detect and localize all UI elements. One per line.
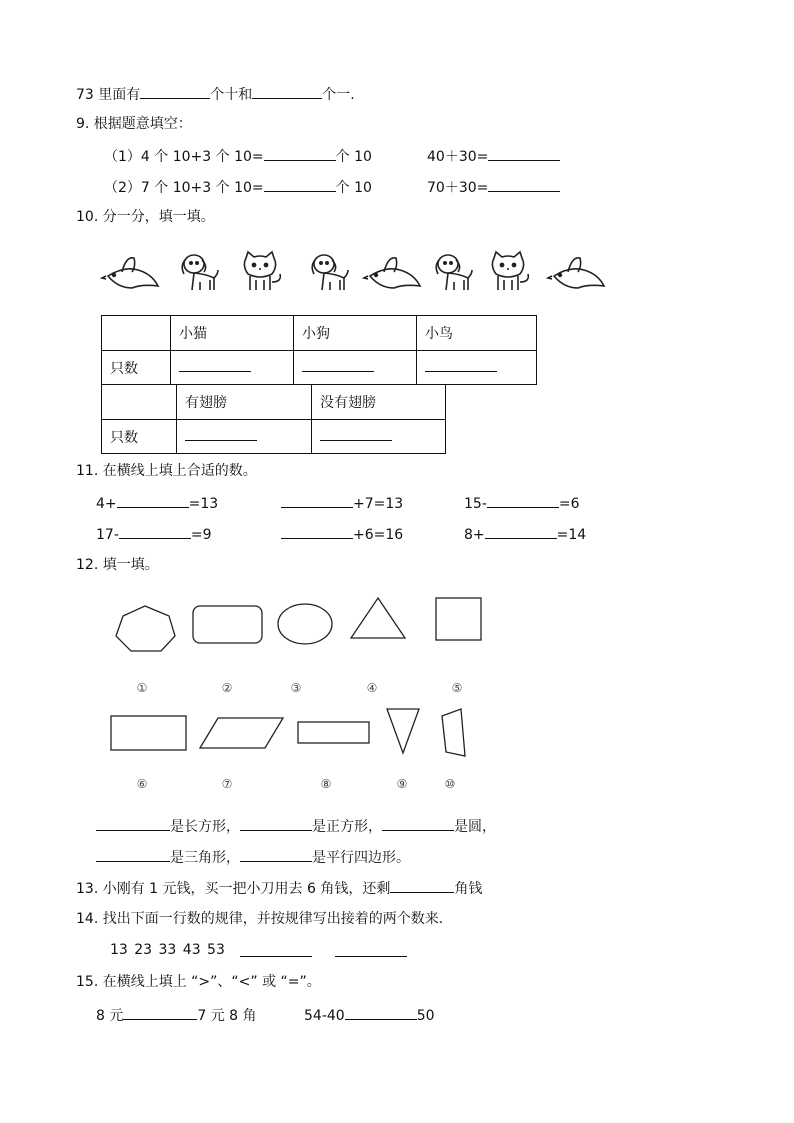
header-dog: 小狗: [294, 316, 417, 351]
header-bird: 小鸟: [417, 316, 537, 351]
row-label: 只数: [102, 351, 171, 385]
q14-title: 14. 找出下面一行数的规律，并按规律写出接着的两个数来.: [76, 911, 444, 927]
parallelogram-shape: [200, 718, 283, 748]
answer-blank[interactable]: [96, 816, 170, 831]
shape-label-9: ⑨: [396, 777, 408, 791]
shape-label-10: ⑩: [444, 777, 456, 791]
shape-label-3: ③: [290, 681, 302, 695]
shape-label-4: ④: [366, 681, 378, 695]
q15-a: 8 元 7 元 8 角: [96, 1005, 257, 1025]
answer-blank[interactable]: [240, 942, 312, 957]
answer-blank[interactable]: [345, 1005, 417, 1020]
shape-label-5: ⑤: [451, 681, 463, 695]
slanted-quad-shape: [442, 709, 465, 756]
shape-label-1: ①: [136, 681, 148, 695]
q12-answer-line1: 是长方形， 是正方形， 是圆，: [96, 816, 496, 836]
q9-row2: （2）7 个 10+3 个 10= 个 10: [104, 177, 372, 197]
q11-r1-c: 15- =6: [464, 493, 580, 513]
square-shape: [436, 598, 481, 640]
q11-r1-b: +7=13: [281, 493, 403, 513]
rectangle-shape: [111, 716, 186, 750]
shape-label-8: ⑧: [320, 777, 332, 791]
answer-blank[interactable]: [240, 816, 312, 831]
header-no-wings: 没有翅膀: [312, 385, 446, 420]
header-has-wings: 有翅膀: [177, 385, 312, 420]
rounded-rect-shape: [193, 606, 262, 643]
answer-blank[interactable]: [123, 1005, 197, 1020]
row-label: 只数: [102, 420, 177, 454]
shape-label-7: ⑦: [221, 777, 233, 791]
q12-title: 12. 填一填。: [76, 557, 159, 573]
q9-row1: （1）4 个 10+3 个 10= 个 10: [104, 146, 372, 166]
q10-title: 10. 分一分，填一填。: [76, 209, 215, 225]
answer-blank[interactable]: [390, 878, 454, 893]
shape-label-6: ⑥: [136, 777, 148, 791]
answer-blank[interactable]: [240, 847, 312, 862]
heptagon-shape: [116, 606, 175, 651]
q11-title: 11. 在横线上填上合适的数。: [76, 463, 257, 479]
answer-blank[interactable]: [335, 942, 407, 957]
triangle-shape: [351, 598, 405, 638]
q8-line: 73 里面有 个十和 个一.: [76, 84, 355, 104]
q9-title: 9. 根据题意填空：: [76, 116, 192, 132]
ellipse-shape: [278, 604, 332, 644]
q13-line: 13. 小刚有 1 元钱，买一把小刀用去 6 角钱，还剩 角钱: [76, 878, 482, 898]
q15-b: 54-40 50: [304, 1005, 435, 1025]
inverted-triangle-shape: [387, 709, 419, 753]
q11-r2-c: 8+ =14: [464, 524, 586, 544]
q9-row2-calc: 70＋30=: [427, 177, 560, 197]
q11-r1-a: 4+ =13: [96, 493, 218, 513]
q9-row1-calc: 40＋30=: [427, 146, 560, 166]
q12-answer-line2: 是三角形， 是平行四边形。: [96, 847, 410, 867]
q11-r2-a: 17- =9: [96, 524, 212, 544]
shape-label-2: ②: [221, 681, 233, 695]
answer-blank[interactable]: [382, 816, 454, 831]
header-cat: 小猫: [171, 316, 294, 351]
q11-r2-b: +6=16: [281, 524, 403, 544]
q14-sequence: 13 23 33 43 53: [110, 942, 225, 958]
q15-title: 15. 在横线上填上 “>”、“<” 或 “=”。: [76, 974, 321, 990]
answer-blank[interactable]: [96, 847, 170, 862]
thin-rectangle-shape: [298, 722, 369, 743]
